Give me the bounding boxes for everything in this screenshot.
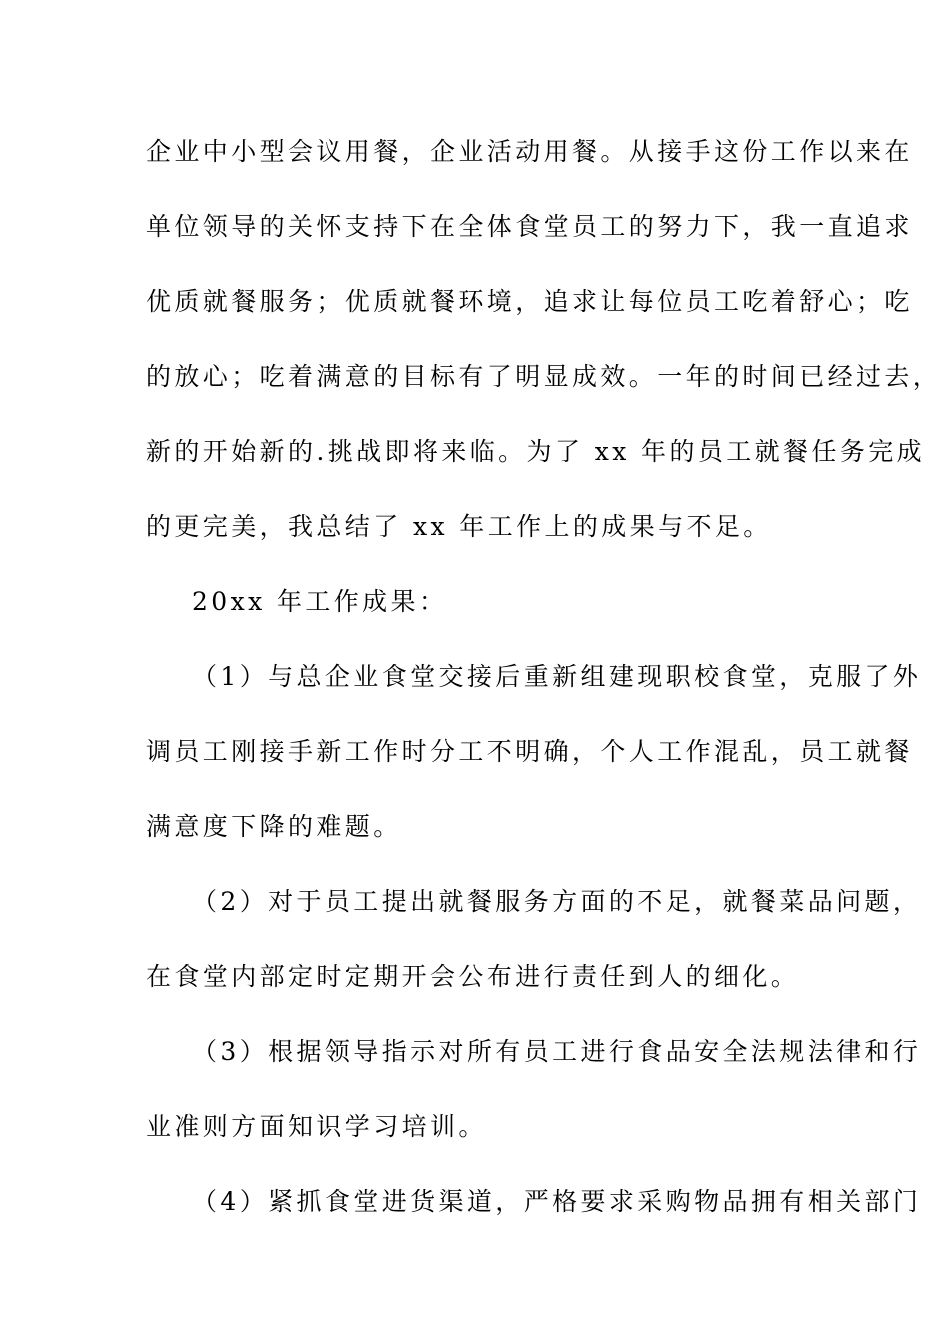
section-heading: 20xx 年工作成果： [192,587,448,616]
list-item-4-line: （4）紧抓食堂进货渠道，严格要求采购物品拥有相关部门 [192,1187,922,1216]
list-item-1-line: 满意度下降的难题。 [146,812,402,841]
list-item-2-line: （2）对于员工提出就餐服务方面的不足，就餐菜品问题， [192,887,922,916]
list-item-2-line: 在食堂内部定时定期开会公布进行责任到人的细化。 [146,962,800,991]
list-item-3-line: 业准则方面知识学习培训。 [146,1112,487,1141]
list-item-3-line: （3）根据领导指示对所有员工进行食品安全法规法律和行 [192,1037,922,1066]
list-item-1-line: （1）与总企业食堂交接后重新组建现职校食堂，克服了外 [192,662,922,691]
body-text-line: 的放心；吃着满意的目标有了明显成效。一年的时间已经过去， [146,362,942,391]
body-text-line: 优质就餐服务；优质就餐环境，追求让每位员工吃着舒心；吃 [146,287,913,316]
list-item-1-line: 调员工刚接手新工作时分工不明确，个人工作混乱，员工就餐 [146,737,913,766]
body-text-line: 的更完美，我总结了 xx 年工作上的成果与不足。 [146,512,772,541]
body-text-line: 企业中小型会议用餐，企业活动用餐。从接手这份工作以来在 [146,137,913,166]
body-text-line: 新的开始新的.挑战即将来临。为了 xx 年的员工就餐任务完成 [146,437,926,466]
body-text-line: 单位领导的关怀支持下在全体食堂员工的努力下，我一直追求 [146,212,913,241]
